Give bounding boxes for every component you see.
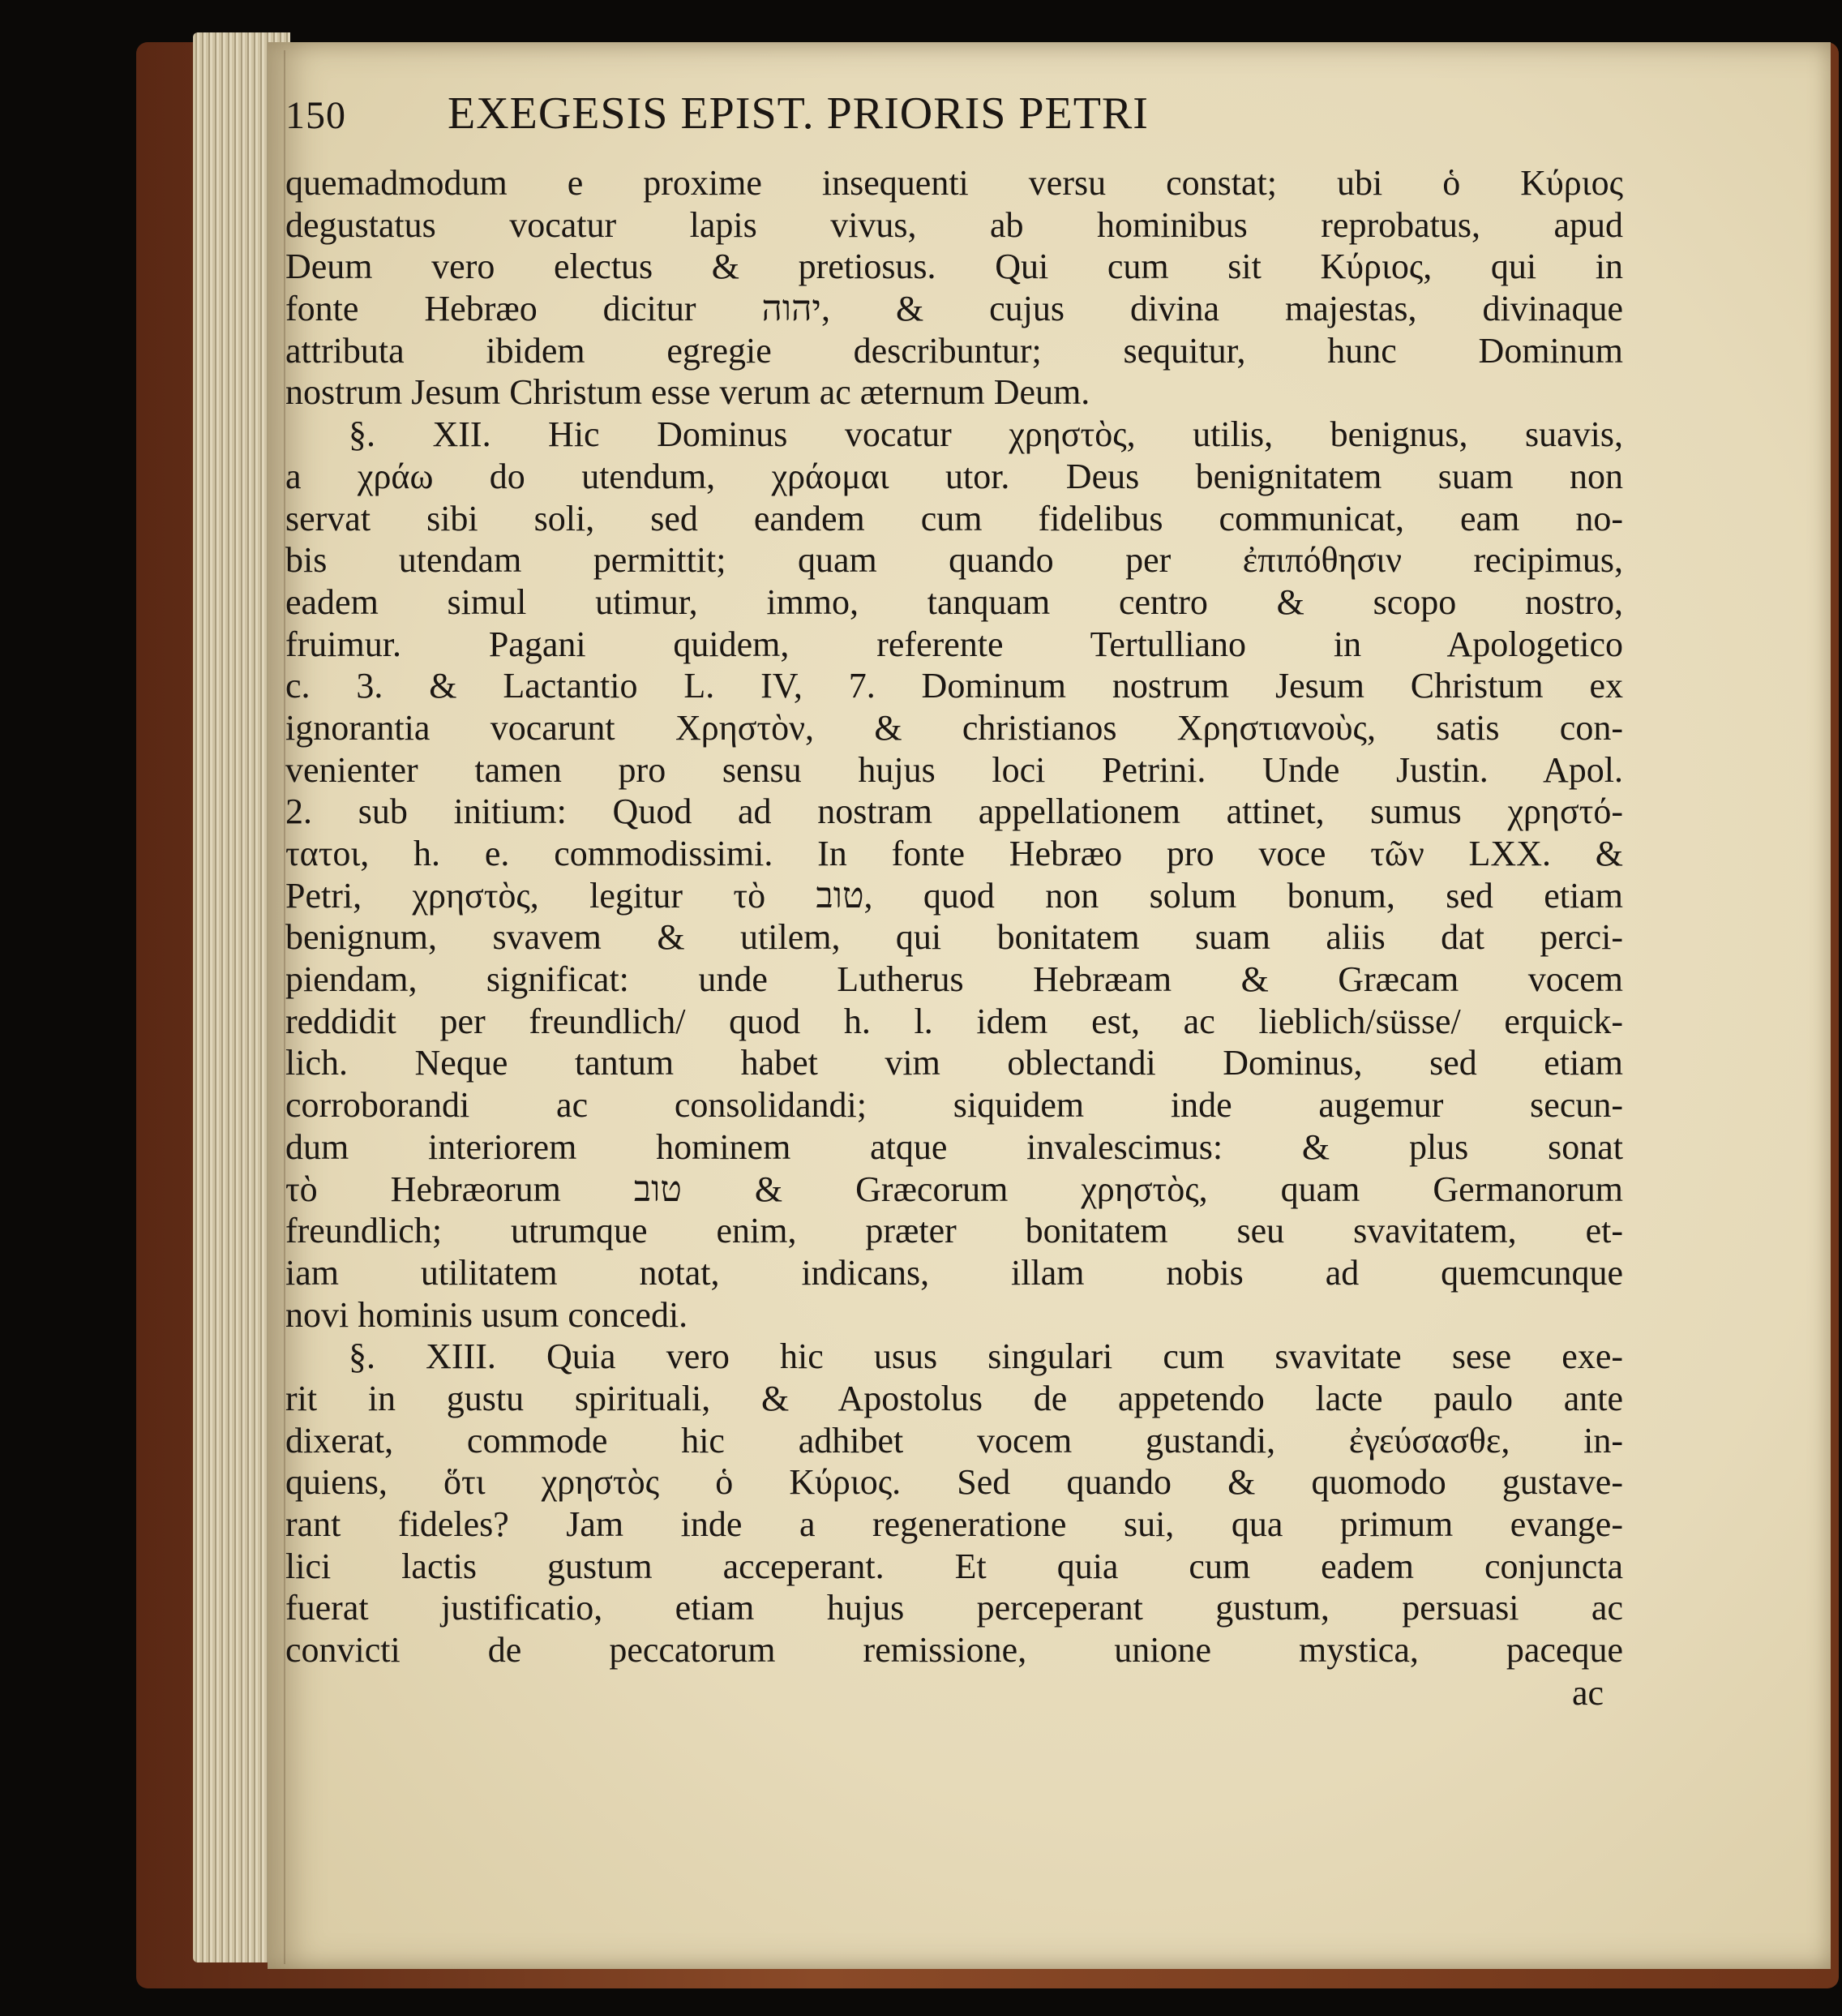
text-line: rit in gustu spirituali, & Apostolus de appetendo lacte paulo ante xyxy=(285,1378,1623,1418)
text-line: nostrum Jesum Christum esse verum ac æternum Deum. xyxy=(285,372,1090,413)
text-line: rant fideles? Jam inde a regeneratione sui, qua primum evange- xyxy=(285,1504,1623,1544)
text-line: quiens, ὅτι χρηστὸς ὁ Κύριος. Sed quando & quomodo gustave- xyxy=(285,1462,1623,1503)
text-line: eadem simul utimur, immo, tanquam centro & scopo nostro, xyxy=(285,581,1623,622)
catchword: ac xyxy=(1571,1672,1604,1713)
page-number: 150 xyxy=(285,94,346,137)
running-head xyxy=(285,88,1623,162)
text-line: piendam, significat: unde Lutherus Hebræam & Græcam vocem xyxy=(285,959,1623,1000)
text-line: §. XIII. Quia vero hic usus singulari cum svavitate sese exe- xyxy=(349,1336,1623,1377)
text-line: attributa ibidem egregie describuntur; sequitur, hunc Dominum xyxy=(285,330,1623,371)
text-line: dixerat, commode hic adhibet vocem gustandi, ἐγεύσασθε, in- xyxy=(285,1420,1623,1461)
text-line: degustatus vocatur lapis vivus, ab hominibus reprobatus, apud xyxy=(285,204,1623,245)
text-line: benignum, svavem & utilem, qui bonitatem suam aliis dat perci- xyxy=(285,917,1623,958)
text-line: τατοι, h. e. commodissimi. In fonte Hebræo pro voce τῶν LXX. & xyxy=(285,834,1623,873)
text-line: venienter tamen pro sensu hujus loci Petrini. Unde Justin. Apol. xyxy=(285,749,1623,790)
text-line: lich. Neque tantum habet vim oblectandi Dominus, sed etiam xyxy=(285,1043,1623,1083)
text-line: fruimur. Pagani quidem, referente Tertulliano in Apologetico xyxy=(285,624,1623,664)
text-line: ignorantia vocarunt Χρηστὸν, & christianos Χρηστιανοὺς, satis con- xyxy=(285,707,1623,748)
text-line: bis utendam permittit; quam quando per ἐπιπόθησιν recipimus, xyxy=(285,540,1623,581)
body-text xyxy=(285,162,1623,1671)
text-line: convicti de peccatorum remissione, unione mystica, paceque xyxy=(285,1630,1623,1671)
text-line: fonte Hebræo dicitur יהוה, & cujus divina majestas, divinaque xyxy=(285,289,1623,329)
text-line: servat sibi soli, sed eandem cum fidelibus communicat, eam no- xyxy=(285,498,1623,538)
text-line: reddidit per freundlich/ quod h. l. idem est, ac lieblich/süsse/ erquick- xyxy=(285,1001,1623,1041)
text-line: τὸ Hebræorum טוב & Græcorum χρηστὸς, quam Germanorum xyxy=(285,1169,1623,1209)
text-line: 2. sub initium: Quod ad nostram appellationem attinet, sumus χρηστό- xyxy=(285,791,1623,832)
text-line: lici lactis gustum acceperant. Et quia cum eadem conjuncta xyxy=(285,1546,1623,1586)
running-title: EXEGESIS EPIST. PRIORIS PETRI xyxy=(448,88,1149,139)
text-line: novi hominis usum concedi. xyxy=(285,1294,688,1335)
text-line: c. 3. & Lactantio L. IV, 7. Dominum nostrum Jesum Christum ex xyxy=(285,666,1623,706)
text-line: Deum vero electus & pretiosus. Qui cum sit Κύριος, qui in xyxy=(285,247,1623,287)
text-line: iam utilitatem notat, indicans, illam nobis ad quemcunque xyxy=(285,1252,1623,1293)
text-line: quemadmodum e proxime insequenti versu constat; ubi ὁ Κύριος xyxy=(285,163,1623,203)
text-line: corroborandi ac consolidandi; siquidem inde augemur secun- xyxy=(285,1085,1623,1126)
text-line: a χράω do utendum, χράομαι utor. Deus benignitatem suam non xyxy=(285,456,1623,496)
text-line: §. XII. Hic Dominus vocatur χρηστὸς, utilis, benignus, suavis, xyxy=(349,414,1623,455)
text-line: Petri, χρηστὸς, legitur τὸ טוב, quod non solum bonum, sed etiam xyxy=(285,875,1623,916)
text-line: fuerat justificatio, etiam hujus perceperant gustum, persuasi ac xyxy=(285,1588,1623,1628)
text-line: dum interiorem hominem atque invalescimus: & plus sonat xyxy=(285,1126,1623,1167)
text-line: freundlich; utrumque enim, præter bonitatem seu svavitatem, et- xyxy=(285,1211,1623,1251)
text-block xyxy=(285,88,1623,1715)
